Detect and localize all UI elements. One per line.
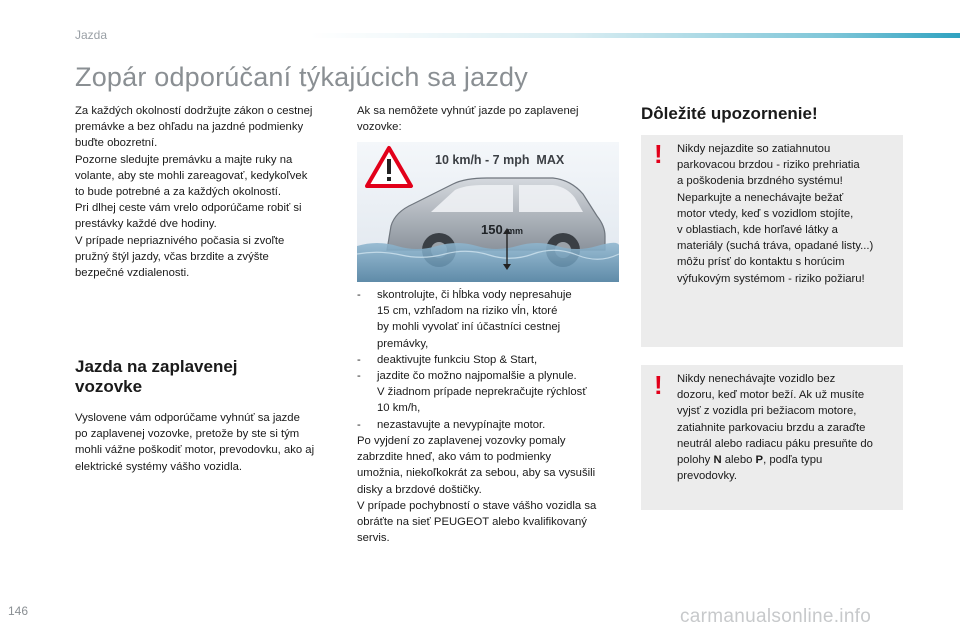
flood-instructions-list	[357, 287, 627, 433]
text-line: jazdite čo možno najpomalšie a plynule.	[377, 370, 577, 383]
text-line: V prípade pochybností o stave vášho vozidla sa	[357, 499, 597, 512]
text-line: mohli vážne poškodiť motor, prevodovku, ako aj	[75, 444, 315, 457]
text-line: elektrické systémy vášho vozidla.	[75, 460, 243, 473]
section-heading-flooded-road	[75, 357, 340, 397]
text-line: premávky,	[377, 337, 429, 350]
bullet-dash: -	[357, 353, 361, 366]
text-line: pružný štýl jazdy, včas brzdite a zvýšte	[75, 250, 269, 263]
text-line: materiály (suchá tráva, opadané listy...)	[677, 240, 874, 253]
warning-heading: Dôležité upozornenie!	[641, 104, 818, 123]
text-line: v oblastiach, kde horľavé látky a	[677, 224, 838, 237]
text-line: a poškodenia brzdného systému!	[677, 175, 843, 188]
text-line: bezpečné vzdialenosti.	[75, 267, 190, 280]
depth-unit: mm	[507, 226, 524, 236]
warning-box-running-engine	[641, 365, 903, 510]
text-line: umožnia, niekoľkokrát za sebou, aby sa vysušili	[357, 467, 596, 480]
depth-value: 150	[481, 222, 503, 237]
text-line: Nikdy nejazdite so zatiahnutou	[677, 143, 831, 155]
text-line: by mohli vyvolať iní účastníci cestnej	[377, 321, 561, 334]
text-line: môžu prísť do kontaktu s horúcim	[677, 256, 845, 269]
text-line: zatiahnite parkovaciu brzdu a zaraďte	[677, 421, 866, 434]
text-line: zabrzdite hneď, ako vám to podmienky	[357, 451, 552, 464]
text-fragment: , podľa typu	[763, 454, 823, 467]
flooded-road-text	[75, 410, 340, 475]
text-line: nezastavujte a nevypínajte motor.	[377, 418, 546, 431]
text-line: prevodovky.	[677, 470, 738, 483]
intro-text	[75, 103, 340, 281]
text-line: dozoru, keď motor beží. Ak už musíte	[677, 389, 865, 402]
text-line: servis.	[357, 532, 390, 545]
text-line	[677, 452, 899, 468]
text-line: parkovacou brzdou - riziko prehriatia	[677, 159, 860, 172]
text-line: motor vtedy, keď s vozidlom stojíte,	[677, 207, 854, 220]
text-line: Vyslovene vám odporúčame vyhnúť sa jazde	[75, 412, 300, 424]
list-item	[357, 417, 627, 433]
text-line: Pri dlhej ceste vám vrelo odporúčame robiť si	[75, 202, 302, 215]
text-line: vyjsť z vozidla pri bežiacom motore,	[677, 405, 857, 418]
text-line: disky a brzdové doštičky.	[357, 483, 482, 496]
page-title: Zopár odporúčaní týkajúcich sa jazdy	[75, 62, 528, 92]
text-line: vozovke:	[357, 121, 402, 134]
text-line: po zaplavenej vozovke, pretože by ste si tým	[75, 428, 300, 441]
flood-driving-illustration	[357, 142, 619, 282]
list-item	[357, 287, 627, 352]
text-line: premávke a bez ohľadu na jazdné podmienky	[75, 121, 304, 134]
watermark: carmanualsonline.info	[680, 606, 872, 627]
text-fragment: polohy	[677, 454, 714, 467]
text-line: Nikdy nenechávajte vozidlo bez	[677, 373, 836, 385]
list-item	[357, 352, 627, 368]
exclamation-icon: !	[654, 370, 663, 400]
speed-limit-label: 10 km/h - 7 mph MAX	[435, 153, 565, 167]
text-line: Za každých okolností dodržujte zákon o cestnej	[75, 105, 313, 117]
text-line: výfukovým systémom - riziko požiaru!	[677, 272, 865, 285]
bullet-dash: -	[357, 289, 361, 301]
gear-n: N	[713, 454, 722, 467]
text-line: Pozorne sledujte premávku a majte ruky na	[75, 153, 293, 166]
header-accent-bar	[310, 33, 960, 38]
page-number: 146	[8, 604, 29, 618]
text-line: Po vyjdení zo zaplavenej vozovky pomaly	[357, 435, 566, 447]
column2-intro	[357, 103, 622, 135]
exclamation-icon: !	[654, 139, 663, 169]
text-line: buďte obozretní.	[75, 137, 158, 150]
text-line: Ak sa nemôžete vyhnúť jazde po zaplavenej	[357, 105, 579, 117]
text-line: 10 km/h,	[377, 402, 421, 415]
bullet-dash: -	[357, 370, 361, 383]
list-item	[357, 368, 627, 417]
warning-box-parking-brake	[641, 135, 903, 347]
heading-line: Jazda na zaplavenej	[75, 357, 238, 376]
gear-p: P	[755, 454, 764, 467]
text-line: V žiadnom prípade neprekračujte rýchlosť	[377, 386, 587, 399]
section-label: Jazda	[75, 28, 108, 42]
text-line: volante, aby ste mohli zareagovať, kedykoľvek	[75, 169, 308, 182]
text-line: V prípade nepriaznivého počasia si zvoľte	[75, 234, 285, 247]
text-line: skontrolujte, či hĺbka vody nepresahuje	[377, 289, 572, 301]
after-flood-text	[357, 433, 627, 546]
text-line: Neparkujte a nenechávajte bežať	[677, 191, 844, 204]
bullet-dash: -	[357, 418, 361, 431]
text-line: neutrál alebo radiacu páku presuňte do	[677, 437, 873, 450]
text-line: prestávky každé dve hodiny.	[75, 218, 217, 231]
text-line: obráťte na sieť PEUGEOT alebo kvalifikovaný	[357, 516, 587, 529]
text-fragment: alebo	[721, 454, 756, 467]
text-line: deaktivujte funkciu Stop & Start,	[377, 353, 538, 366]
text-line: 15 cm, vzhľadom na riziko vĺn, ktoré	[377, 305, 558, 318]
text-line: to bude potrebné a za každých okolností.	[75, 186, 281, 199]
heading-line: vozovke	[75, 377, 143, 396]
